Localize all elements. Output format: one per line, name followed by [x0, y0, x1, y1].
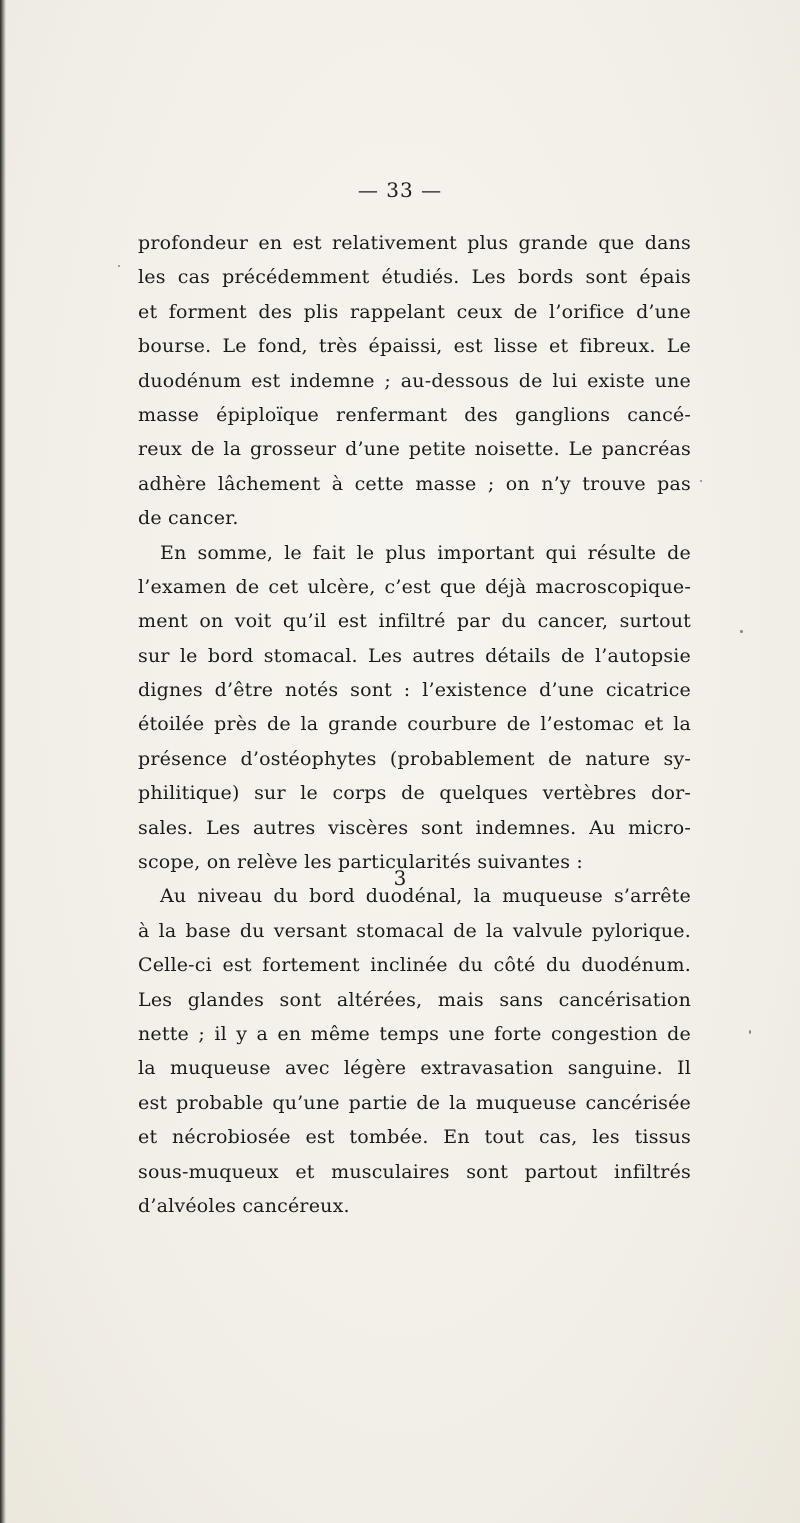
- text-line: adhère lâchement à cette masse ; on n’y trouve pas: [138, 472, 691, 495]
- text-line: les cas précédemment étudiés. Les bords sont épais: [138, 266, 691, 289]
- text-line: profondeur en est relativement plus grande que dans: [138, 232, 691, 254]
- text-line: duodénum est indemne ; au-dessous de lui existe une: [138, 369, 691, 392]
- text-line: de cancer.: [138, 507, 239, 530]
- text-line: et nécrobiosée est tombée. En tout cas, les tissus: [138, 1126, 691, 1149]
- text-line: masse épiploïque renfermant des ganglions cancé-: [138, 403, 691, 426]
- text-line: nette ; il y a en même temps une forte congestion de: [138, 1022, 691, 1045]
- page-number: — 33 —: [357, 178, 443, 202]
- body-text: [138, 226, 691, 1223]
- text-line: à la base du versant stomacal de la valvule pylorique.: [138, 919, 691, 942]
- paper-speck: [700, 480, 702, 482]
- paper-speck: [740, 630, 743, 633]
- paper-speck: [749, 1030, 751, 1034]
- text-line: Au niveau du bord duodénal, la muqueuse s’arrête: [160, 885, 691, 908]
- page-binding-edge: [0, 0, 6, 1523]
- text-line: philitique) sur le corps de quelques vertèbres dor-: [138, 782, 691, 805]
- text-line: la muqueuse avec légère extravasation sanguine. Il: [138, 1057, 691, 1080]
- text-line: dignes d’être notés sont : l’existence d’une cicatrice: [138, 679, 691, 702]
- text-line: reux de la grosseur d’une petite noisette. Le pancréas: [138, 438, 691, 461]
- text-line: présence d’ostéophytes (probablement de nature sy-: [138, 747, 691, 770]
- text-line: sous-muqueux et musculaires sont partout infiltrés: [138, 1160, 691, 1183]
- text-line: ment on voit qu’il est infiltré par du cancer, surtout: [138, 610, 691, 633]
- text-line: et forment des plis rappelant ceux de l’orifice d’une: [138, 300, 691, 323]
- text-line: Celle-ci est fortement inclinée du côté du duodénum.: [138, 954, 691, 977]
- text-line: Les glandes sont altérées, mais sans cancérisation: [138, 988, 691, 1011]
- text-line: sales. Les autres viscères sont indemnes. Au micro-: [138, 816, 691, 839]
- text-line: étoilée près de la grande courbure de l’estomac et la: [138, 713, 691, 736]
- text-line: bourse. Le fond, très épaissi, est lisse et fibreux. Le: [138, 335, 691, 358]
- paper-speck: [118, 265, 120, 267]
- text-line: sur le bord stomacal. Les autres détails de l’autopsie: [138, 644, 691, 667]
- text-line: l’examen de cet ulcère, c’est que déjà macroscopique-: [138, 575, 691, 598]
- text-line: d’alvéoles cancéreux.: [138, 1194, 350, 1217]
- text-line: En somme, le fait le plus important qui résulte de: [160, 541, 691, 564]
- signature-mark: 3: [393, 866, 407, 890]
- text-line: est probable qu’une partie de la muqueuse cancérisée: [138, 1091, 691, 1114]
- text-line: scope, on relève les particularités suivantes :: [138, 851, 584, 874]
